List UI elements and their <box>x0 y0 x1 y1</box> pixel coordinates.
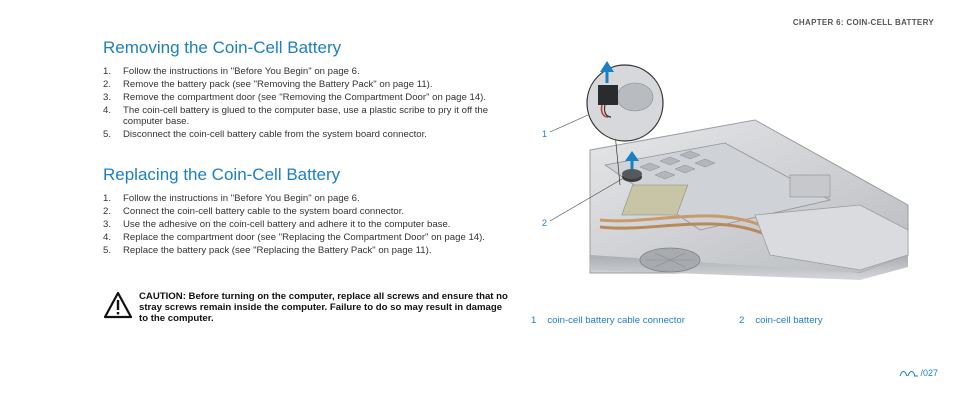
step-number: 2. <box>103 78 112 90</box>
step-number: 3. <box>103 91 112 103</box>
page-number-text: 027 <box>922 368 938 378</box>
step-text: Follow the instructions in "Before You Begin" on page 6. <box>123 66 360 77</box>
step-text: Connect the coin-cell battery cable to the system board connector. <box>123 205 405 217</box>
legend-item <box>531 315 685 326</box>
list-item <box>103 93 503 104</box>
step-number: 1. <box>103 193 112 204</box>
legend-item <box>739 315 823 326</box>
list-item <box>103 106 503 127</box>
step-number: 5. <box>103 244 112 256</box>
step-number: 1. <box>103 66 112 77</box>
warning-icon <box>103 291 133 319</box>
list-item <box>103 220 503 231</box>
caution-text: CAUTION: Before turning on the computer, replace all screws and ensure that no stray screws remain inside the computer. Failure to do so may result in damage to the computer. <box>139 291 508 324</box>
list-item <box>103 80 503 91</box>
step-number: 4. <box>103 104 112 116</box>
step-text: Remove the battery pack (see "Removing the Battery Pack" on page 11). <box>123 78 433 90</box>
callout-2: 2 <box>542 218 548 228</box>
step-text: Replace the compartment door (see "Replacing the Compartment Door" on page 14). <box>123 231 485 243</box>
callout-1: 1 <box>542 129 548 139</box>
removing-steps <box>103 67 503 143</box>
list-item <box>103 233 503 244</box>
replacing-steps <box>103 194 503 259</box>
step-text: Disconnect the coin-cell battery cable from the system board connector. <box>123 128 427 140</box>
step-number: 5. <box>103 128 112 140</box>
step-text: The coin-cell battery is glued to the computer base, use a plastic scribe to pry it off the computer base. <box>123 104 489 127</box>
replacing-title: Replacing the Coin-Cell Battery <box>103 165 341 184</box>
step-number: 2. <box>103 205 112 217</box>
page-slash: / <box>920 368 923 378</box>
step-text: Use the adhesive on the coin-cell battery and adhere it to the computer base. <box>123 218 451 230</box>
list-item <box>103 207 503 218</box>
legend-number: 1 <box>531 315 537 326</box>
step-number: 3. <box>103 218 112 230</box>
list-item <box>103 67 503 78</box>
list-item <box>103 246 503 257</box>
removing-title: Removing the Coin-Cell Battery <box>103 38 342 57</box>
caution-box <box>103 291 508 324</box>
step-text: Replace the battery pack (see "Replacing the Battery Pack" on page 11). <box>123 244 432 256</box>
legend-number: 2 <box>739 315 745 326</box>
step-text: Follow the instructions in "Before You Begin" on page 6. <box>123 193 360 204</box>
page-number <box>899 368 938 378</box>
coin-cell-battery-illustration <box>530 55 910 280</box>
step-number: 4. <box>103 231 112 243</box>
legend-label: coin-cell battery cable connector <box>547 315 685 326</box>
list-item <box>103 194 503 205</box>
legend-label: coin-cell battery <box>755 315 823 326</box>
step-text: Remove the compartment door (see "Removing the Compartment Door" on page 14). <box>123 91 487 103</box>
list-item <box>103 130 503 141</box>
chapter-header: CHAPTER 6: COIN-CELL BATTERY <box>792 18 934 27</box>
alien-logo-icon <box>899 369 919 378</box>
